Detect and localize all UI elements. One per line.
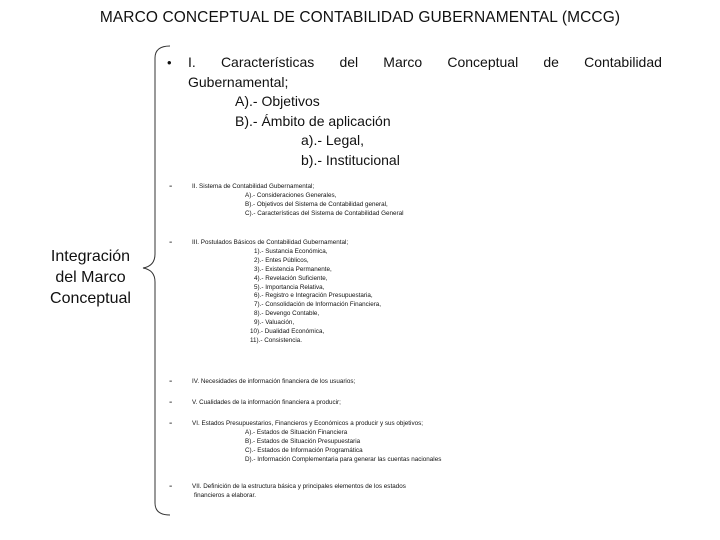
list-item: 8).- Devengo Contable, — [254, 310, 320, 318]
bullet-icon: - — [169, 181, 173, 192]
list-item: 2).- Entes Públicos, — [254, 256, 309, 264]
list-item: 4).- Revelación Suficiente, — [254, 274, 328, 282]
side-label-line: Conceptual — [50, 290, 131, 307]
bullet-icon: - — [169, 376, 173, 387]
side-label-line: Integración — [50, 248, 131, 265]
heading-word: Contabilidad — [584, 54, 662, 70]
section-1-heading-continued: Gubernamental; — [188, 73, 289, 90]
bullet-icon: - — [169, 237, 173, 248]
bullet-icon: - — [169, 481, 173, 492]
list-item: A).- Consideraciones Generales, — [245, 191, 337, 199]
list-item: 11).- Consistencia. — [250, 336, 303, 344]
list-item: D).- Información Complementaria para generar las cuentas nacionales — [245, 455, 442, 463]
section-1 — [188, 53, 662, 170]
list-item: C).- Estados de Información Programática — [245, 446, 363, 454]
section-7 — [192, 483, 406, 501]
section-heading-continued: financieros a elaborar. — [194, 491, 256, 499]
list-item: B).- Objetivos del Sistema de Contabilidad general, — [245, 200, 388, 208]
list-subitem: b).- Institucional — [301, 151, 400, 168]
bullet-icon: • — [167, 55, 172, 70]
list-item: A).- Objetivos — [235, 93, 320, 109]
heading-word: Marco — [383, 54, 423, 70]
list-item: 5).- Importancia Relativa, — [254, 283, 325, 291]
list-item: B).- Estados de Situación Presupuestaria — [245, 437, 361, 445]
list-item: 3).- Existencia Permanente, — [254, 265, 332, 273]
list-item: 1).- Sustancia Económica, — [254, 247, 328, 255]
list-item: 10).- Dualidad Económica, — [250, 328, 325, 336]
bullet-icon: - — [169, 418, 173, 429]
list-subitem: a).- Legal, — [301, 132, 365, 148]
section-heading: III. Postulados Básicos de Contabilidad Gubernamental; — [192, 239, 349, 246]
section-heading: V. Cualidades de la información financiera a producir; — [192, 399, 341, 406]
list-item: 7).- Consolidación de Información Financiera, — [254, 301, 382, 309]
page-title: MARCO CONCEPTUAL DE CONTABILIDAD GUBERNAMENTAL (MCCG) — [99, 9, 621, 26]
list-item: C).- Características del Sistema de Contabilidad General — [245, 209, 404, 217]
list-item: B).- Ámbito de aplicación — [235, 112, 391, 129]
section-1-heading — [188, 53, 662, 73]
heading-word: Características — [220, 54, 315, 70]
heading-word: de — [543, 54, 559, 70]
section-6 — [192, 420, 441, 465]
list-item: 6).- Registro e Integración Presupuestaria, — [254, 292, 373, 300]
section-2 — [192, 183, 404, 219]
bullet-icon: - — [169, 397, 173, 408]
section-5 — [192, 399, 341, 408]
section-3 — [192, 239, 381, 346]
heading-word: I. — [188, 54, 196, 70]
section-heading: II. Sistema de Contabilidad Gubernamental; — [192, 183, 315, 190]
section-heading: VII. Definición de la estructura básica y principales elementos de los estados — [192, 483, 406, 490]
section-heading: IV. Necesidades de información financiera de los usuarios; — [192, 378, 356, 385]
side-label-line: del Marco — [55, 269, 126, 286]
section-heading: VI. Estados Presupuestarios, Financieros y Económicos a producir y sus objetivos; — [192, 420, 423, 427]
section-4 — [192, 378, 355, 387]
list-item: 9).- Valuación, — [254, 319, 295, 327]
heading-word: Conceptual — [447, 54, 519, 70]
list-item: A).- Estados de Situación Financiera — [245, 428, 348, 436]
heading-word: del — [339, 54, 359, 70]
